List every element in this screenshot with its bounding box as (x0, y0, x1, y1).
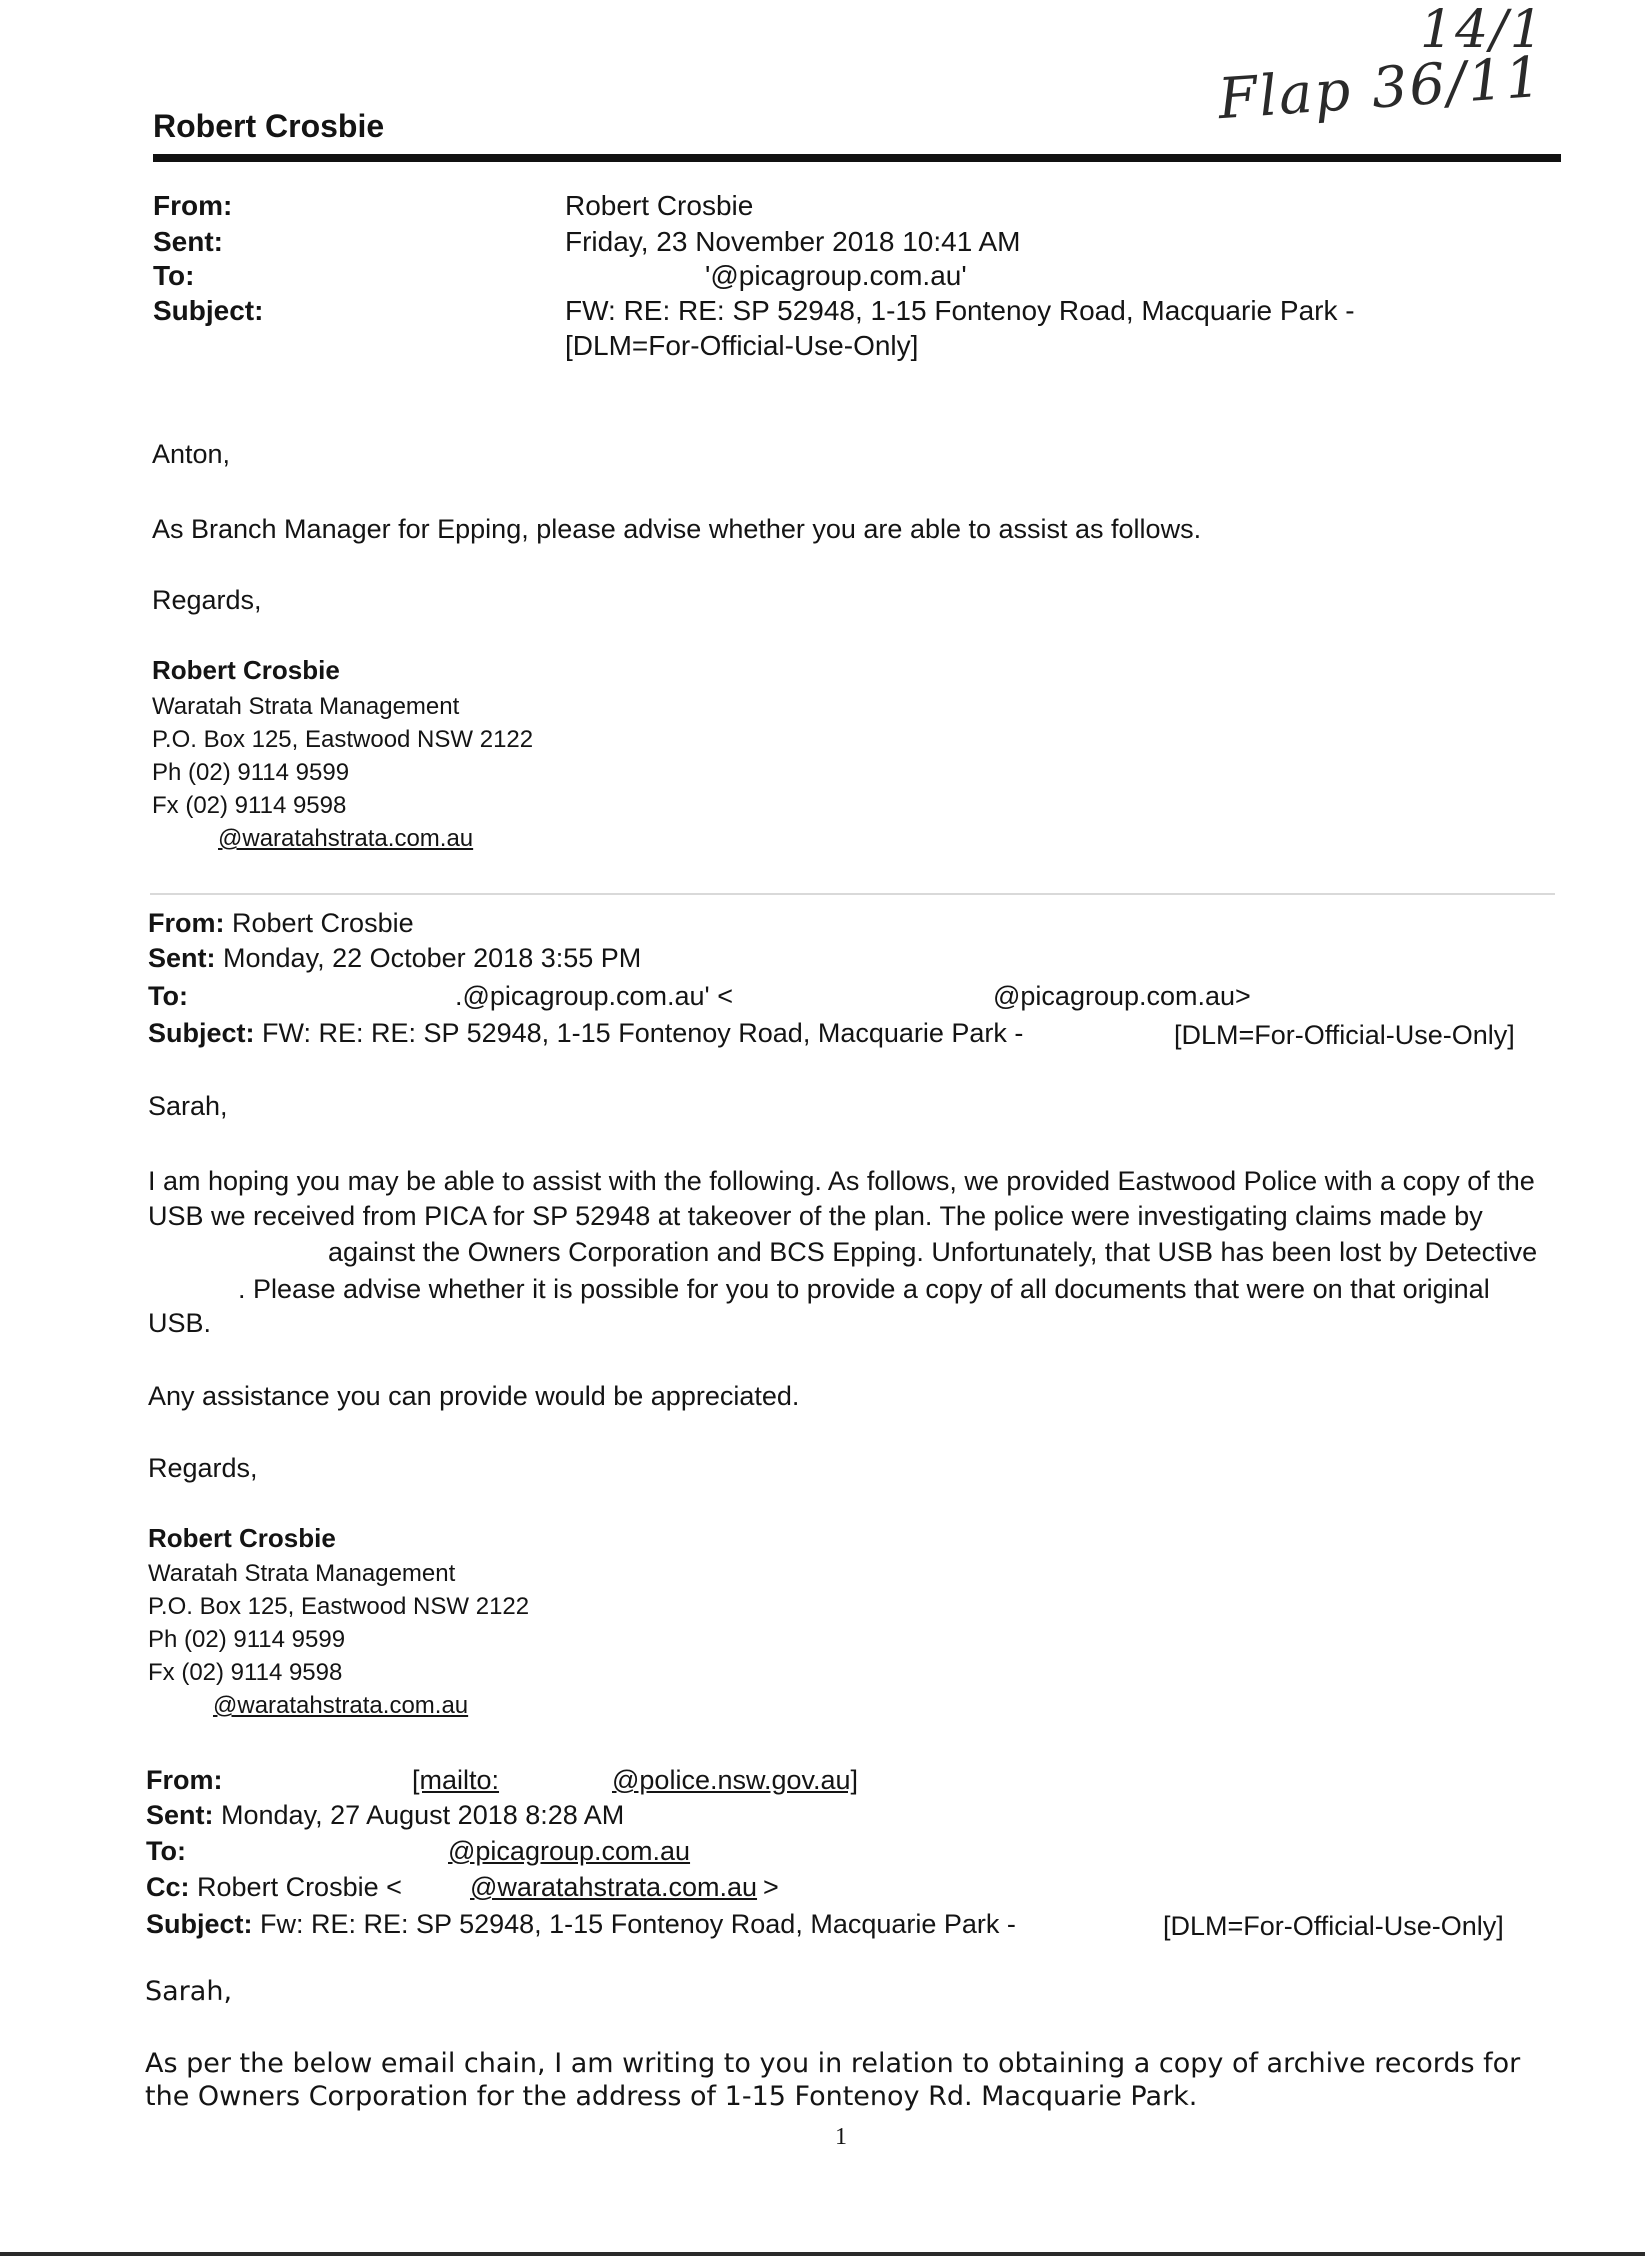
email3-to-value[interactable]: @picagroup.com.au (448, 1836, 691, 1866)
email2-subject-value: FW: RE: RE: SP 52948, 1-15 Fontenoy Road, Macquarie Park - (262, 1018, 1024, 1048)
document-title: Robert Crosbie (153, 108, 385, 144)
email1-signature-address: P.O. Box 125, Eastwood NSW 2122 (152, 726, 534, 753)
email3-from-domain[interactable]: @police.nsw.gov.au] (612, 1765, 859, 1795)
email2-body-line2: USB we received from PICA for SP 52948 at takeover of the plan. The police were investigating claims made by (148, 1201, 1483, 1231)
email2-sent-value: Monday, 22 October 2018 3:55 PM (223, 943, 642, 973)
email3-from-label: From: (146, 1765, 223, 1795)
email1-subject-line1: FW: RE: RE: SP 52948, 1-15 Fontenoy Road, Macquarie Park - (565, 295, 1355, 326)
email1-signature-name: Robert Crosbie (152, 655, 340, 685)
email3-cc-line (146, 1869, 402, 1905)
email1-sent-value: Friday, 23 November 2018 10:41 AM (565, 226, 1021, 257)
email2-subject-label: Subject: (148, 1018, 255, 1048)
email3-from-mailto[interactable]: [mailto: (412, 1765, 500, 1795)
email2-subject-line (148, 1015, 1023, 1051)
email1-signature-company: Waratah Strata Management (152, 693, 460, 720)
email3-body-line1: As per the below email chain, I am writing to you in relation to obtaining a copy of archive records for (145, 2048, 1521, 2079)
bottom-rule (0, 2252, 1645, 2256)
email1-sent-label: Sent: (153, 226, 223, 257)
email3-cc-email[interactable]: @waratahstrata.com.au (470, 1872, 758, 1902)
email3-cc-label: Cc: (146, 1872, 190, 1902)
handwritten-note-top: 14/1 (1420, 0, 1545, 60)
email2-to-value-b: @picagroup.com.au> (993, 981, 1251, 1011)
email1-greeting: Anton, (152, 439, 231, 469)
email3-cc-suffix: > (763, 1872, 779, 1902)
email2-body-line5: USB. (148, 1308, 212, 1338)
email3-to-label: To: (146, 1836, 186, 1866)
email3-cc-prefix: Robert Crosbie < (197, 1872, 402, 1902)
email2-signature-address: P.O. Box 125, Eastwood NSW 2122 (148, 1593, 530, 1620)
email2-closing: Regards, (148, 1453, 258, 1483)
email1-subject-line2: [DLM=For-Official-Use-Only] (565, 330, 919, 361)
email2-sent-label: Sent: (148, 943, 216, 973)
email1-signature-fax: Fx (02) 9114 9598 (152, 792, 347, 819)
email2-to-value-a: .@picagroup.com.au' < (455, 981, 733, 1011)
email2-signature-fax: Fx (02) 9114 9598 (148, 1659, 343, 1686)
email3-subject-value: Fw: RE: RE: SP 52948, 1-15 Fontenoy Road, Macquarie Park - (260, 1909, 1016, 1939)
email1-body: As Branch Manager for Epping, please advise whether you are able to assist as follows. (152, 514, 1202, 544)
email2-sent-line (148, 940, 641, 976)
email2-greeting: Sarah, (148, 1091, 228, 1121)
email-divider (150, 893, 1555, 895)
email3-greeting: Sarah, (145, 1976, 233, 2007)
email3-body (145, 2047, 1565, 2113)
email2-assist: Any assistance you can provide would be appreciated. (148, 1381, 800, 1411)
email1-from-value: Robert Crosbie (565, 190, 754, 221)
email3-subject-line (146, 1906, 1016, 1942)
email2-subject-tail: [DLM=For-Official-Use-Only] (1174, 1020, 1515, 1050)
email2-signature-name: Robert Crosbie (148, 1523, 336, 1553)
email1-signature-phone: Ph (02) 9114 9599 (152, 759, 350, 786)
email2-from-line (148, 905, 414, 941)
email2-from-label: From: (148, 908, 225, 938)
email1-subject-label: Subject: (153, 295, 264, 326)
email3-body-line2: the Owners Corporation for the address of 1-15 Fontenoy Rd. Macquarie Park. (145, 2081, 1198, 2112)
handwritten-note-second: Flap 36/11 (1216, 44, 1546, 133)
title-rule (153, 154, 1561, 162)
email2-from-value: Robert Crosbie (232, 908, 414, 938)
email2-body-line1: I am hoping you may be able to assist with the following. As follows, we provided Eastwood Police with a copy of the (148, 1166, 1535, 1196)
email2-body-line4: . Please advise whether it is possible for you to provide a copy of all documents that were on that original (238, 1274, 1490, 1304)
email3-sent-line (146, 1797, 624, 1833)
email2-signature-phone: Ph (02) 9114 9599 (148, 1626, 346, 1653)
email1-to-value: '@picagroup.com.au' (705, 260, 967, 291)
email3-subject-label: Subject: (146, 1909, 253, 1939)
email3-sent-value: Monday, 27 August 2018 8:28 AM (221, 1800, 625, 1830)
email3-subject-tail: [DLM=For-Official-Use-Only] (1163, 1911, 1504, 1941)
email1-from-label: From: (153, 190, 233, 221)
page-number: 1 (835, 2124, 847, 2150)
email2-signature-company: Waratah Strata Management (148, 1560, 456, 1587)
email2-to-label: To: (148, 981, 188, 1011)
email1-to-label: To: (153, 260, 195, 291)
email1-signature-email-link[interactable]: @waratahstrata.com.au (218, 825, 474, 852)
email2-signature-email-link[interactable]: @waratahstrata.com.au (213, 1692, 469, 1719)
email2-body-line3: against the Owners Corporation and BCS Epping. Unfortunately, that USB has been lost by Detective (328, 1237, 1538, 1267)
email1-closing: Regards, (152, 585, 262, 615)
email3-sent-label: Sent: (146, 1800, 214, 1830)
